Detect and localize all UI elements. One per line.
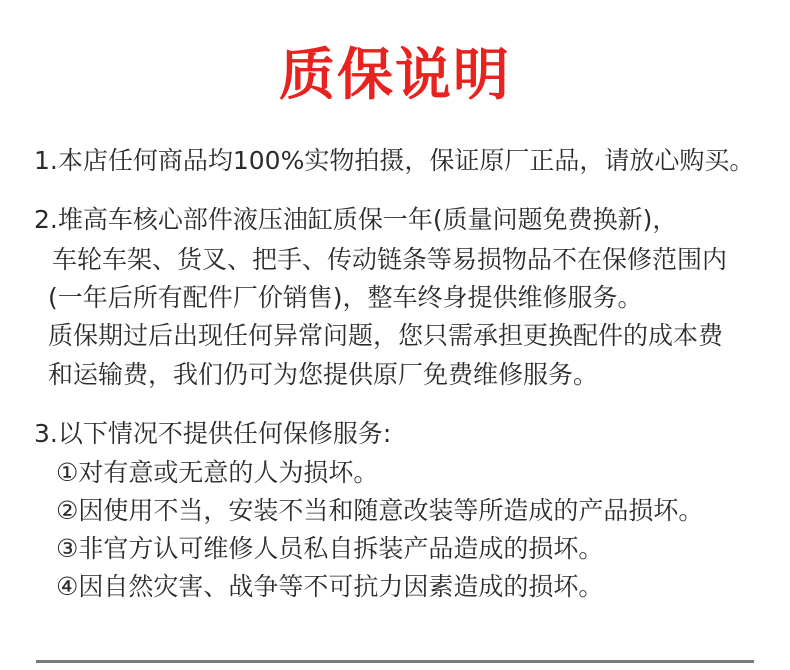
- section-2-line-4: 质保期过后出现任何异常问题，您只需承担更换配件的成本费: [48, 321, 724, 350]
- section-2-line-3: (一年后所有配件厂价销售)，整车终身提供维修服务。: [48, 283, 643, 312]
- section-2-line-5: 和运输费，我们仍可为您提供原厂免费维修服务。: [48, 360, 599, 389]
- section-3-item-2: ②因使用不当，安装不当和随意改装等所造成的产品损坏。: [56, 496, 704, 525]
- section-3-line-1: 3.以下情况不提供任何保修服务:: [34, 419, 392, 448]
- section-3-item-3: ③非官方认可维修人员私自拆装产品造成的损坏。: [56, 534, 604, 563]
- page-title: 质保说明: [279, 43, 511, 108]
- section-2-line-1: 2.堆高车核心部件液压油缸质保一年(质量问题免费换新)，: [34, 205, 678, 234]
- bottom-divider: [36, 660, 754, 663]
- section-1-line-1: 1.本店任何商品均100%实物拍摄，保证原厂正品，请放心购买。: [34, 146, 755, 175]
- section-3-item-1: ①对有意或无意的人为损坏。: [56, 458, 379, 487]
- section-3-item-4: ④因自然灾害、战争等不可抗力因素造成的损坏。: [56, 572, 604, 601]
- section-2-line-2: 车轮车架、货叉、把手、传动链条等易损物品不在保修范围内: [52, 245, 728, 274]
